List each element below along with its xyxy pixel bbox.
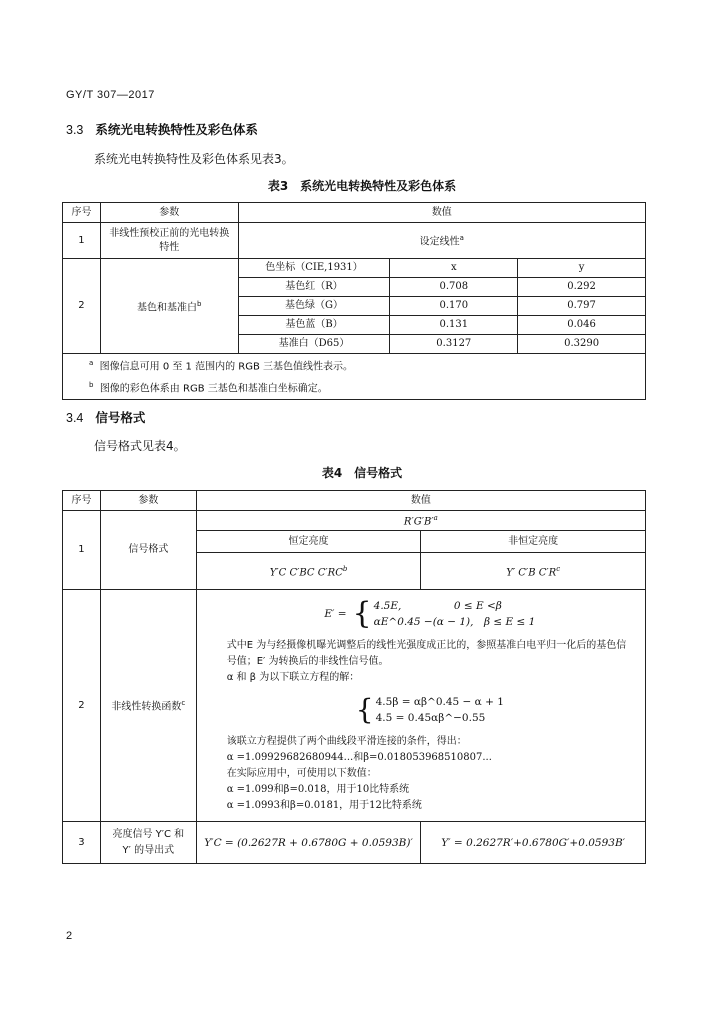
table3-sub-cell: 基色蓝（B） [238, 316, 390, 335]
table4-row1-left-val [196, 553, 421, 590]
table3-sub-cell: y [518, 259, 646, 278]
table4-row1-top [196, 511, 645, 531]
table4-row2-no: 2 [63, 590, 101, 822]
table3-sub-cell: 0.131 [390, 316, 518, 335]
signal-text: Y′C C′BC C′RC [269, 567, 343, 579]
description-text: α =1.099和β=0.018，用于10比特系统 [226, 784, 410, 795]
footnote-mark: b [197, 299, 202, 308]
section-3-4-heading [66, 408, 145, 426]
table4-row2-param [100, 590, 196, 822]
table4-row3-param [100, 822, 196, 864]
section-3-4-paragraph: 信号格式见表4。 [94, 439, 186, 453]
equation-line: 4.5E, 0 ≤ E <β [373, 600, 502, 612]
table4-row3-no: 3 [63, 822, 101, 864]
row-param-text: 非线性转换函数 [111, 701, 182, 713]
table4-row3-right-formula: Y′ = 0.2627R′+0.6780G′+0.0593B′ [421, 822, 646, 864]
table3-row1-no: 1 [63, 223, 101, 259]
table4-row1-no: 1 [63, 511, 101, 590]
equation-system: { 4.5β = αβ^0.45 − α + 1 4.5 = 0.45αβ^−0.55 [355, 693, 504, 726]
section-title: 信号格式 [95, 410, 146, 425]
row-value-text: 设定线性 [419, 236, 460, 248]
param-line: 亮度信号 Y′C 和 [112, 828, 185, 840]
table4-row3-left-formula: Y′C = (0.2627R + 0.6780G + 0.0593B)′ [196, 822, 421, 864]
table3-row2-no: 2 [63, 259, 101, 354]
signal-format-text: R′G′B′ [403, 516, 434, 528]
table3-header-param: 参数 [100, 203, 238, 223]
section-3-3-paragraph: 系统光电转换特性及彩色体系见表3。 [94, 152, 294, 166]
table4-header-param: 参数 [100, 491, 196, 511]
table4-row1-param: 信号格式 [100, 511, 196, 590]
table3-row1-value [238, 223, 645, 259]
table3-sub-cell: 0.708 [390, 278, 518, 297]
description-text: 在实际应用中，可使用以下数值： [226, 768, 377, 779]
section-number: 3.4 [66, 411, 84, 425]
table4-row2-content [196, 590, 645, 822]
footnote-mark: c [556, 564, 561, 573]
table4-header-value: 数值 [196, 491, 645, 511]
table3-row1-param [100, 223, 238, 259]
row-param-text: 非线性预校正前的光电转换特性 [109, 227, 230, 253]
description-text: α =1.09929682680944...和β=0.018053968510807... [226, 752, 492, 763]
description-text: α =1.0993和β=0.0181，用于12比特系统 [226, 800, 422, 811]
equation-line: 4.5β = αβ^0.45 − α + 1 [375, 696, 504, 708]
section-title: 系统光电转换特性及彩色体系 [95, 122, 258, 137]
table3-header-value: 数值 [238, 203, 645, 223]
description-text: 该联立方程提供了两个曲线段平滑连接的条件，得出： [226, 736, 467, 747]
table3-sub-cell: 0.170 [390, 297, 518, 316]
signal-text: Y′ C′B C′R [506, 567, 557, 579]
row-param-text: 基色和基准白 [137, 302, 198, 314]
page-number: 2 [66, 930, 73, 942]
footnote-mark: b [342, 564, 348, 573]
table3-notes [63, 354, 646, 400]
table4-row1-left-head: 恒定亮度 [196, 531, 421, 553]
table3-sub-cell: 色坐标（CIE,1931） [238, 259, 390, 278]
table3-sub-cell: 基准白（D65） [238, 335, 390, 354]
table3-sub-cell: 0.046 [518, 316, 646, 335]
footnote-mark: b [89, 381, 94, 390]
table3-header-no: 序号 [63, 203, 101, 223]
document-header: GY/T 307—2017 [66, 89, 155, 101]
table4-header-no: 序号 [63, 491, 101, 511]
table4-row1-right-head: 非恒定亮度 [421, 531, 646, 553]
piecewise-equation: E′ = { 4.5E, 0 ≤ E <β αE^0.45 −(α − 1), β ≤ E ≤ 1 [324, 596, 536, 631]
table4-row1-right-val [421, 553, 646, 590]
table3-sub-cell: 0.292 [518, 278, 646, 297]
section-number: 3.3 [66, 123, 84, 137]
footnote-mark: a [459, 234, 464, 243]
table3-note-b [89, 376, 641, 398]
table3-sub-cell: x [390, 259, 518, 278]
section-3-3-heading [66, 120, 258, 138]
table3 [62, 202, 646, 400]
note-text: 图像信息可用 0 至 1 范围内的 RGB 三基色值线性表示。 [99, 361, 354, 373]
footnote-mark: a [89, 359, 94, 367]
footnote-mark: a [433, 514, 438, 523]
footnote-mark: c [181, 699, 186, 708]
description-text: 式中E 为与经摄像机曝光调整后的线性光强度成正比的，参照基准白电平归一化后的基色信号值；E′ 为转换后的非线性信号值。 [226, 640, 627, 667]
table3-sub-cell: 基色红（R） [238, 278, 390, 297]
table3-sub-cell: 0.3290 [518, 335, 646, 354]
table4-caption: 表4 信号格式 [321, 466, 403, 480]
table4 [62, 490, 646, 864]
equation-line: 4.5 = 0.45αβ^−0.55 [375, 712, 486, 724]
table3-row2-param [100, 259, 238, 354]
table3-sub-cell: 0.3127 [390, 335, 518, 354]
param-line: Y′ 的导出式 [122, 844, 175, 856]
equation-line: αE^0.45 −(α − 1), β ≤ E ≤ 1 [373, 616, 536, 628]
table3-sub-cell: 0.797 [518, 297, 646, 316]
table3-caption: 表3 系统光电转换特性及彩色体系 [267, 179, 457, 193]
table3-sub-cell: 基色绿（G） [238, 297, 390, 316]
note-text: 图像的彩色体系由 RGB 三基色和基准白坐标确定。 [99, 383, 328, 395]
table3-note-a [89, 354, 641, 376]
description-text: α 和 β 为以下联立方程的解： [226, 672, 360, 683]
